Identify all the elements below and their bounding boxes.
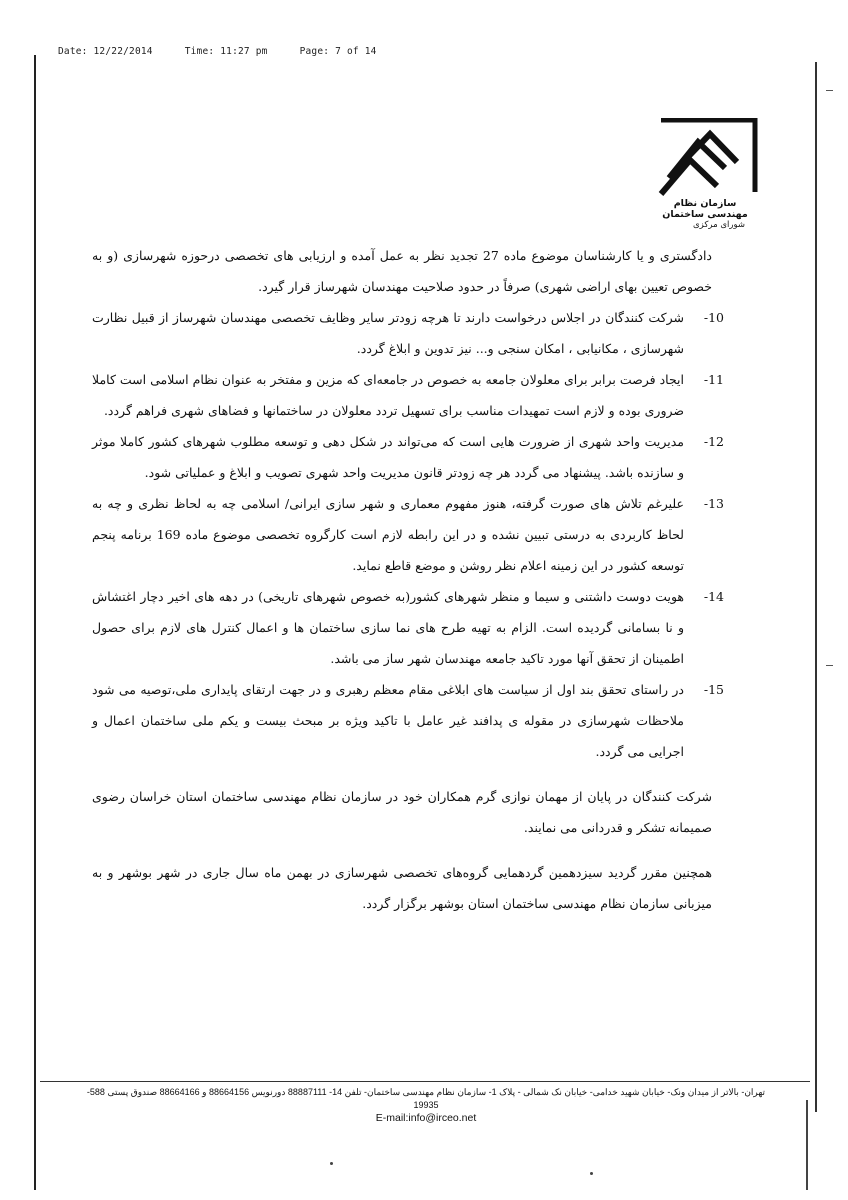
item-number: 14- <box>703 589 724 604</box>
list-item <box>92 364 724 426</box>
list-item <box>92 488 724 581</box>
footer-email: E-mail:info@irceo.net <box>375 1112 477 1124</box>
intro-paragraph: دادگستری و یا کارشناسان موضوع ماده 27 تجدید نظر به عمل آمده و ارزیابی های تخصصی درحوزه شهرسازی (و به خصوص تعیین بهای اراضی شهری) صرفاً در حدود صلاحیت مهندسان شهرساز قرار گیرد. <box>92 248 712 294</box>
item-text: مدیریت واحد شهری از ضرورت هایی است که می‌تواند در شکل دهی و توسعه مطلوب شهرهای کشور کاملا موثر و سازنده باشد. پیشنهاد می گردد هر چه زودتر قانون مدیریت واحد شهری تصویب و ابلاغ و عملیاتی شود. <box>92 434 684 480</box>
item-number: 12- <box>703 434 724 449</box>
item-number: 10- <box>703 310 724 325</box>
item-number: 11- <box>703 372 724 387</box>
house-chevrons-icon <box>655 118 761 196</box>
scan-edge-right <box>815 62 817 1112</box>
footer-postal-code: 19935 <box>413 1100 439 1110</box>
list-item <box>92 302 724 364</box>
list-item <box>92 581 724 674</box>
item-text: ایجاد فرصت برابر برای معلولان جامعه به خصوص در جامعه‌ای که مزین و مفتخر به عنوان نظام اسلامی است کاملا ضروری بوده و لازم است تمهیدات مناسب برای تسهیل تردد معلولان در ساختمانها و فضاهای شهری فراهم گردد. <box>92 372 684 418</box>
scan-edge-left <box>34 55 36 1190</box>
item-text: در راستای تحقق بند اول از سیاست های ابلاغی مقام معظم رهبری و در جهت ارتقای پایداری ملی،توصیه می شود ملاحظات شهرسازی در مقوله ی پدافند غیر عامل با تاکید ویژه بر مبحث بیست و یکم ملی ساختمان اعمال و اجرایی می گردد. <box>92 682 684 759</box>
fax-page: Page: 7 of 14 <box>299 46 377 57</box>
item-text: شرکت کنندگان در اجلاس درخواست دارند تا هرچه زودتر سایر وظایف تخصصی مهندسان شهرساز از قبیل نظارت شهرسازی ، مکانیابی ، امکان سنجی و... نیز تدوین و ابلاغ گردد. <box>92 310 684 356</box>
list-item <box>92 674 724 767</box>
footer <box>42 1086 810 1125</box>
spacer <box>92 767 712 781</box>
closing-paragraph-next-meeting: همچنین مقرر گردید سیزدهمین گردهمایی گروه‌های تخصصی شهرسازی در بهمن ماه سال جاری در شهر بوشهر و به میزبانی سازمان نظام مهندسی ساختمان استان بوشهر برگزار گردد. <box>92 865 712 911</box>
logo-sub-name: شورای مرکزی <box>693 220 745 230</box>
fax-date: Date: 12/22/2014 <box>58 46 153 57</box>
footer-address: تهران- بالاتر از میدان ونک- خیابان شهید خدامی- خیابان نک شمالی - پلاک 1- سازمان نظام مهندسی ساختمان- تلفن 14- 88887111 دورنویس 88664156 و 88664166 صندوق پستی 588- <box>86 1087 766 1097</box>
document-body <box>92 240 724 919</box>
scan-mark <box>826 90 833 91</box>
closing-paragraph-thanks: شرکت کنندگان در پایان از مهمان نوازی گرم همکاران خود در سازمان نظام مهندسی ساختمان استان خراسان رضوی صمیمانه تشکر و قدردانی می نمایند. <box>92 789 712 835</box>
scan-mark <box>826 665 833 666</box>
spacer <box>92 843 712 857</box>
scan-speck <box>330 1162 333 1165</box>
item-text: هویت دوست داشتنی و سیما و منظر شهرهای کشور(به خصوص شهرهای تاریخی) در دهه های اخیر دچار اغتشاش و نا بسامانی گردیده است. الزام به تهیه طرح های نما سازی ساختمان ها و اعمال کنترل های لازم برای حصول اطمینان از تحقق آنها مورد تاکید جامعه مهندسان شهر ساز می باشد. <box>92 589 684 666</box>
fax-time: Time: 11:27 pm <box>184 46 268 57</box>
logo-org-name: سازمان نظام مهندسی ساختمان <box>662 198 748 220</box>
item-text: علیرغم تلاش های صورت گرفته، هنوز مفهوم معماری و شهر سازی ایرانی/ اسلامی چه به لحاظ نظری و چه به لحاظ کاربردی به درستی تبیین نشده و در این رابطه لازم است کارگروه تخصصی موضوع ماده 169 برنامه پنجم توسعه کشور در این زمینه اعلام نظر روشن و موضع قاطع نماید. <box>92 496 684 573</box>
footer-divider <box>40 1081 810 1082</box>
item-number: 13- <box>703 496 724 511</box>
fax-header <box>58 46 409 57</box>
scan-speck <box>590 1172 593 1175</box>
list-item <box>92 426 724 488</box>
item-number: 15- <box>703 682 724 697</box>
org-logo <box>655 118 765 233</box>
